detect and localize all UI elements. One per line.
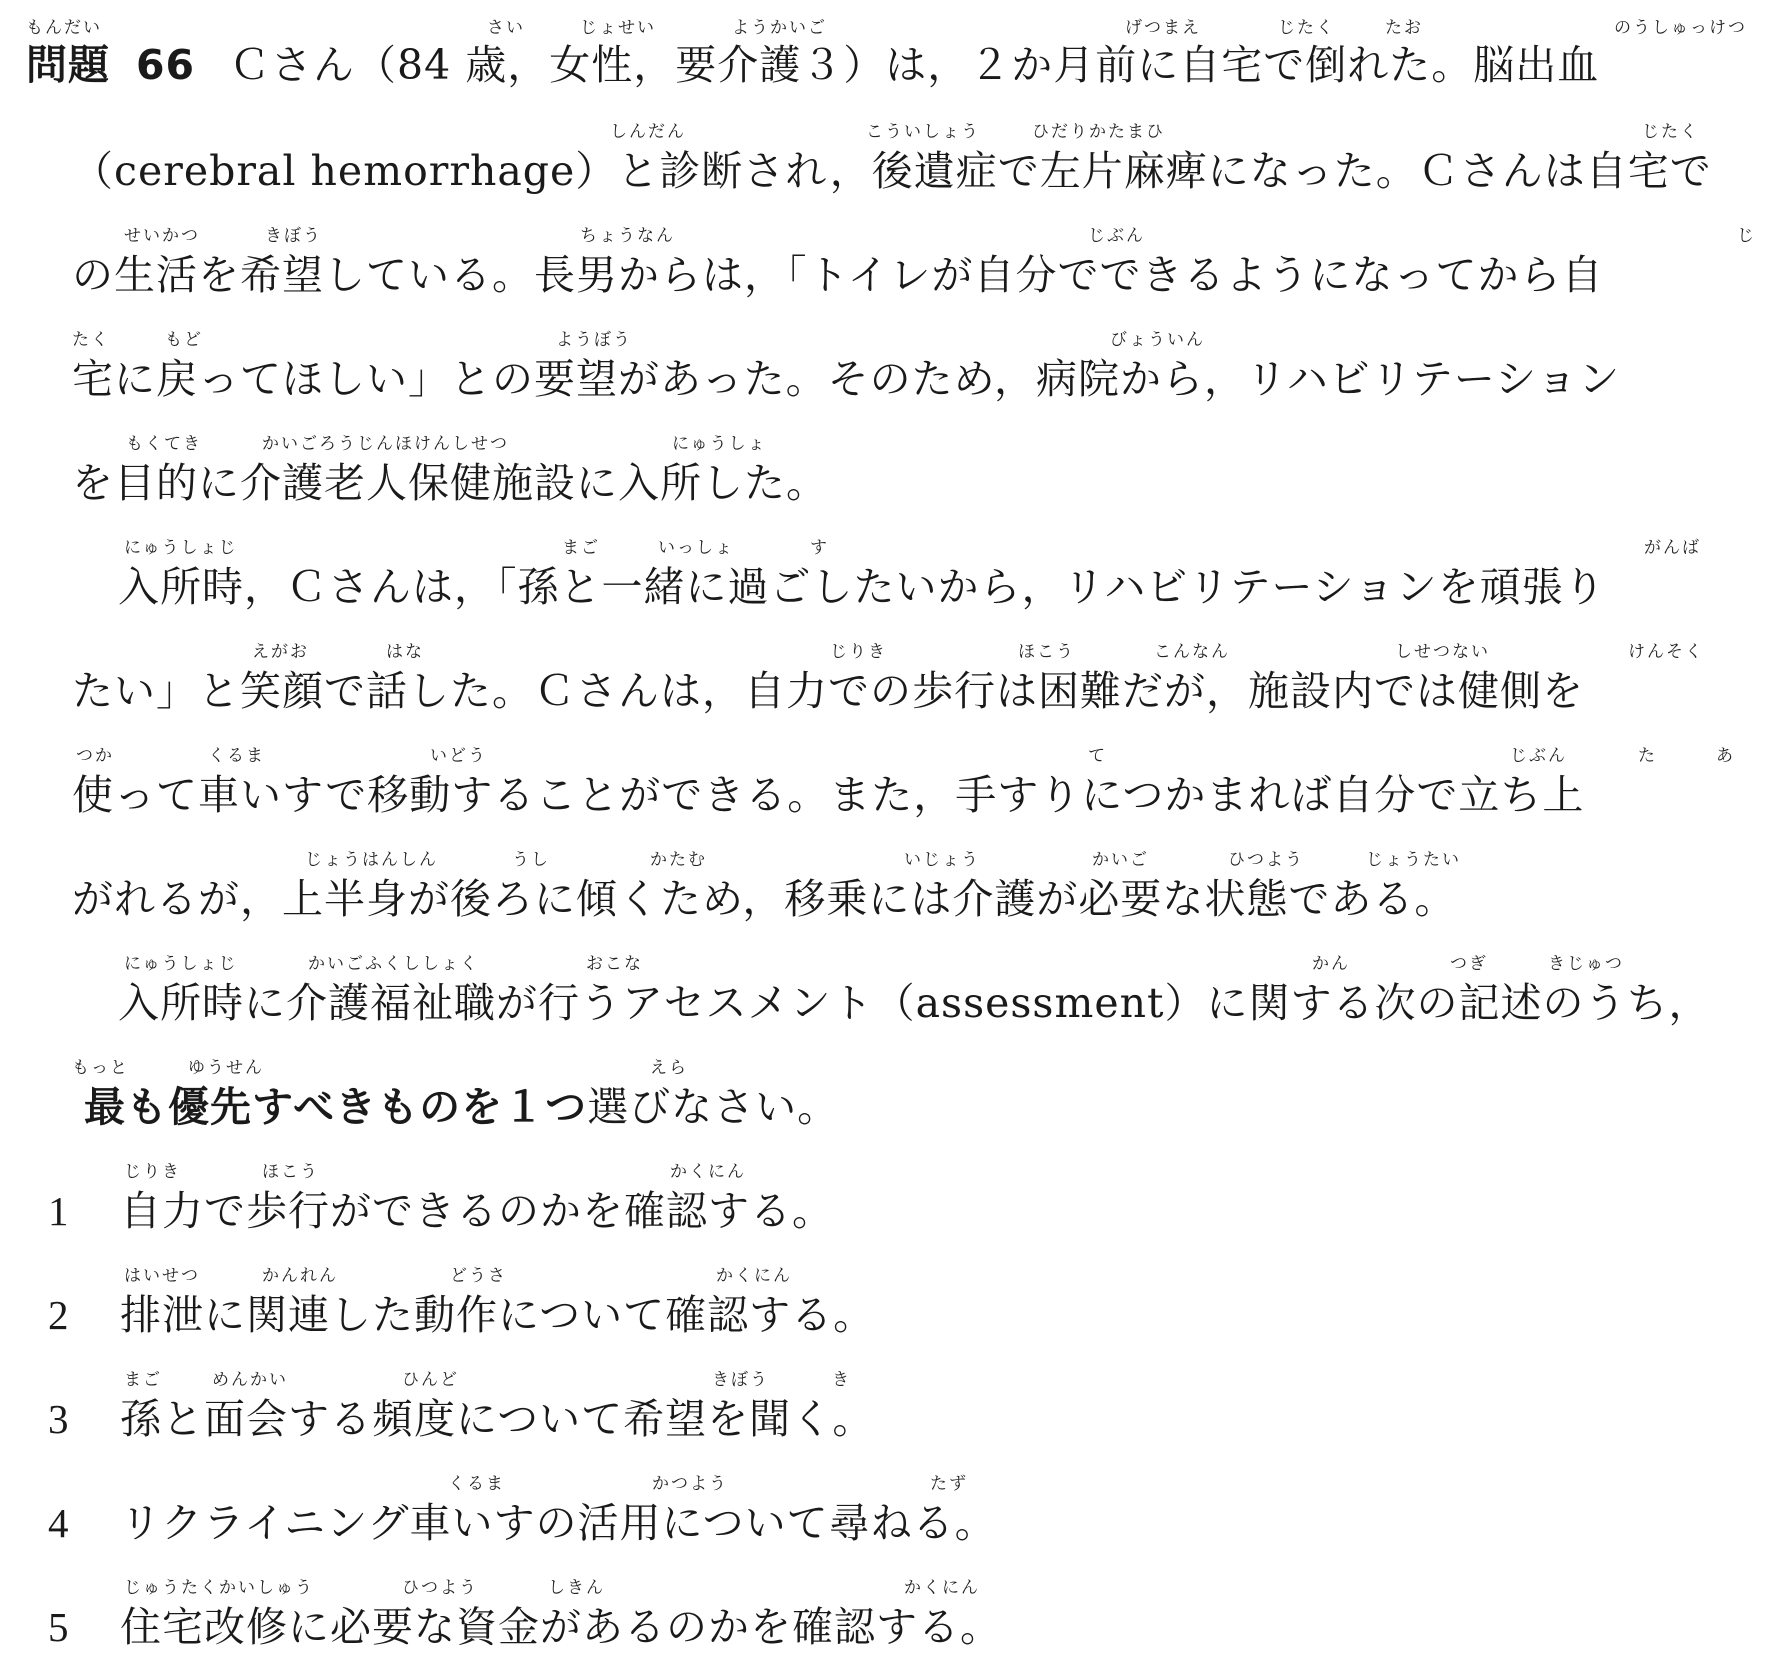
furigana-tao: たお — [1385, 18, 1423, 38]
question-label: 問題 — [26, 41, 110, 89]
furigana-issho: いっしょ — [658, 538, 734, 558]
question-line-6: 入所時，Ｃさんは，「孫と一緒に過ごしたいから，リハビリテーションを頑張り — [118, 563, 1606, 611]
option-3-furigana-menkai: めんかい — [212, 1370, 288, 1390]
furigana-mago: まご — [562, 538, 600, 558]
option-5-furigana-hitsuyou: ひつよう — [402, 1578, 478, 1598]
furigana-nyuushoji: にゅうしょじ — [124, 538, 238, 558]
question-line-10: 入所時に介護福祉職が行うアセスメント（assessment）に関する次の記述のうち， — [118, 979, 1711, 1027]
question-text-line-1: Ｃさん（84 歳，女性，要介護３）は，２か月前に自宅で倒れた。脳出血 — [229, 41, 1600, 89]
option-text: リクライニング車いすの活用について尋ねる。 — [120, 1499, 997, 1547]
question-line-4: 宅に戻ってほしい」との要望があった。そのため，病院から，リハビリテーション — [72, 355, 1621, 403]
furigana-youbou: ようぼう — [556, 330, 632, 350]
instruction-rest: 選びなさい。 — [587, 1083, 840, 1131]
furigana-kaigofukushishoku: かいごふくししょく — [308, 954, 479, 974]
question-line-9: がれるが，上半身が後ろに傾くため，移乗には介護が必要な状態である。 — [72, 875, 1457, 923]
furigana-getsumae: げつまえ — [1125, 18, 1201, 38]
furigana-taku: たく — [72, 330, 110, 350]
answer-option-1[interactable] — [48, 1186, 834, 1236]
furigana-era: えら — [650, 1058, 688, 1078]
option-4-furigana-tazu: たず — [930, 1474, 968, 1494]
option-3-furigana-hindo: ひんど — [402, 1370, 459, 1390]
furigana-sai: さい — [487, 18, 525, 38]
option-3-furigana-kibou: きぼう — [712, 1370, 769, 1390]
furigana-josei: じょせい — [580, 18, 656, 38]
answer-option-4[interactable] — [48, 1498, 997, 1548]
option-number: 4 — [48, 1500, 70, 1546]
furigana-seikatsu: せいかつ — [124, 226, 200, 246]
option-number: 5 — [48, 1604, 70, 1650]
option-number: 3 — [48, 1396, 70, 1442]
furigana-hana: はな — [386, 642, 424, 662]
question-line-3: の生活を希望している。長男からは，「トイレが自分でできるようになってから自 — [72, 251, 1604, 299]
furigana-kijutsu: きじゅつ — [1548, 954, 1624, 974]
furigana-a: あ — [1716, 746, 1735, 766]
furigana-noushukketsu: のうしゅっけつ — [1614, 18, 1747, 38]
furigana-kibou: きぼう — [265, 226, 322, 246]
question-line-1 — [26, 40, 1599, 90]
option-5-furigana-kakunin: かくにん — [904, 1578, 980, 1598]
furigana-kaigo: かいご — [1092, 850, 1149, 870]
option-3-furigana-mago: まご — [124, 1370, 162, 1390]
furigana-youkaigo: ようかいご — [732, 18, 827, 38]
option-1-furigana-hokou: ほこう — [262, 1162, 319, 1182]
question-line-7: たい」と笑顔で話した。Ｃさんは，自力での歩行は困難だが，施設内では健側を — [72, 667, 1584, 715]
option-5-furigana-juutakukaishuu: じゅうたくかいしゅう — [124, 1578, 314, 1598]
furigana-hidarikatamahi: ひだりかたまひ — [1032, 122, 1165, 142]
furigana-idou: いどう — [430, 746, 487, 766]
furigana-byouin: びょういん — [1110, 330, 1205, 350]
option-text: 自力で歩行ができるのかを確認する。 — [120, 1187, 834, 1235]
option-text: 住宅改修に必要な資金があるのかを確認する。 — [120, 1603, 1002, 1651]
furigana-kensoku: けんそく — [1628, 642, 1704, 662]
furigana-ushi: うし — [512, 850, 550, 870]
furigana-jitaku-2: じたく — [1642, 122, 1699, 142]
furigana-jitaku: じたく — [1278, 18, 1335, 38]
furigana-konnan: こんなん — [1154, 642, 1230, 662]
furigana-tsuka: つか — [76, 746, 114, 766]
furigana-hitsuyou: ひつよう — [1228, 850, 1304, 870]
furigana-ji: じ — [1737, 226, 1756, 246]
option-text: 排泄に関連した動作について確認する。 — [120, 1291, 876, 1339]
furigana-nyuushoji-2: にゅうしょじ — [124, 954, 238, 974]
option-number: 2 — [48, 1292, 70, 1338]
option-2-furigana-kanren: かんれん — [262, 1266, 338, 1286]
option-5-furigana-shikin: しきん — [548, 1578, 605, 1598]
answer-option-5[interactable] — [48, 1602, 1002, 1652]
furigana-te: て — [1088, 746, 1107, 766]
furigana-yuusen: ゆうせん — [188, 1058, 264, 1078]
option-1-furigana-jiriki: じりき — [124, 1162, 181, 1182]
option-1-furigana-kakunin: かくにん — [670, 1162, 746, 1182]
furigana-shisetsunai: しせつない — [1395, 642, 1490, 662]
instruction-emphasis: 最も優先すべきものを１つ — [84, 1083, 588, 1131]
question-line-2: （cerebral hemorrhage）と診断され，後遺症で左片麻痺になった。Ｃさんは自宅で — [72, 147, 1712, 195]
furigana-kouishou: こういしょう — [866, 122, 980, 142]
furigana-mondai: もんだい — [26, 18, 102, 38]
furigana-jiriki: じりき — [830, 642, 887, 662]
answer-option-2[interactable] — [48, 1290, 875, 1340]
option-3-furigana-ki: き — [832, 1370, 851, 1390]
question-number: 66 — [136, 41, 196, 89]
furigana-modo: もど — [165, 330, 203, 350]
furigana-kan: かん — [1312, 954, 1350, 974]
option-2-furigana-haisetsu: はいせつ — [124, 1266, 200, 1286]
furigana-kuruma: くるま — [208, 746, 265, 766]
furigana-ijou: いじょう — [904, 850, 980, 870]
furigana-shisetsu: かいごろうじんほけんしせつ — [262, 434, 509, 454]
furigana-hokou: ほこう — [1018, 642, 1075, 662]
option-number: 1 — [48, 1188, 70, 1234]
furigana-katamu: かたむ — [650, 850, 707, 870]
furigana-jibun: じぶん — [1088, 226, 1145, 246]
furigana-su: す — [810, 538, 829, 558]
option-2-furigana-dousa: どうさ — [450, 1266, 507, 1286]
option-4-furigana-kuruma: くるま — [448, 1474, 505, 1494]
furigana-motto: もっと — [72, 1058, 129, 1078]
furigana-ta: た — [1638, 746, 1657, 766]
furigana-nyuusho: にゅうしょ — [672, 434, 767, 454]
option-2-furigana-kakunin: かくにん — [716, 1266, 792, 1286]
furigana-joutai: じょうたい — [1366, 850, 1461, 870]
option-text: 孫と面会する頻度について希望を聞く。 — [120, 1395, 875, 1443]
furigana-jibun-2: じぶん — [1510, 746, 1567, 766]
question-line-5: を目的に介護老人保健施設に入所した。 — [72, 459, 828, 507]
furigana-shindan: しんだん — [610, 122, 686, 142]
furigana-jouhanshin: じょうはんしん — [305, 850, 438, 870]
question-line-8: 使って車いすで移動することができる。また，手すりにつかまれば自分で立ち上 — [72, 771, 1585, 819]
question-line-11 — [84, 1082, 839, 1132]
furigana-tsugi: つぎ — [1450, 954, 1488, 974]
furigana-egao: えがお — [252, 642, 309, 662]
furigana-okona: おこな — [586, 954, 643, 974]
option-4-furigana-katsuyou: かつよう — [652, 1474, 728, 1494]
furigana-chounan: ちょうなん — [580, 226, 675, 246]
furigana-ganba: がんば — [1644, 538, 1701, 558]
furigana-mokuteki: もくてき — [126, 434, 202, 454]
answer-option-3[interactable] — [48, 1394, 874, 1444]
